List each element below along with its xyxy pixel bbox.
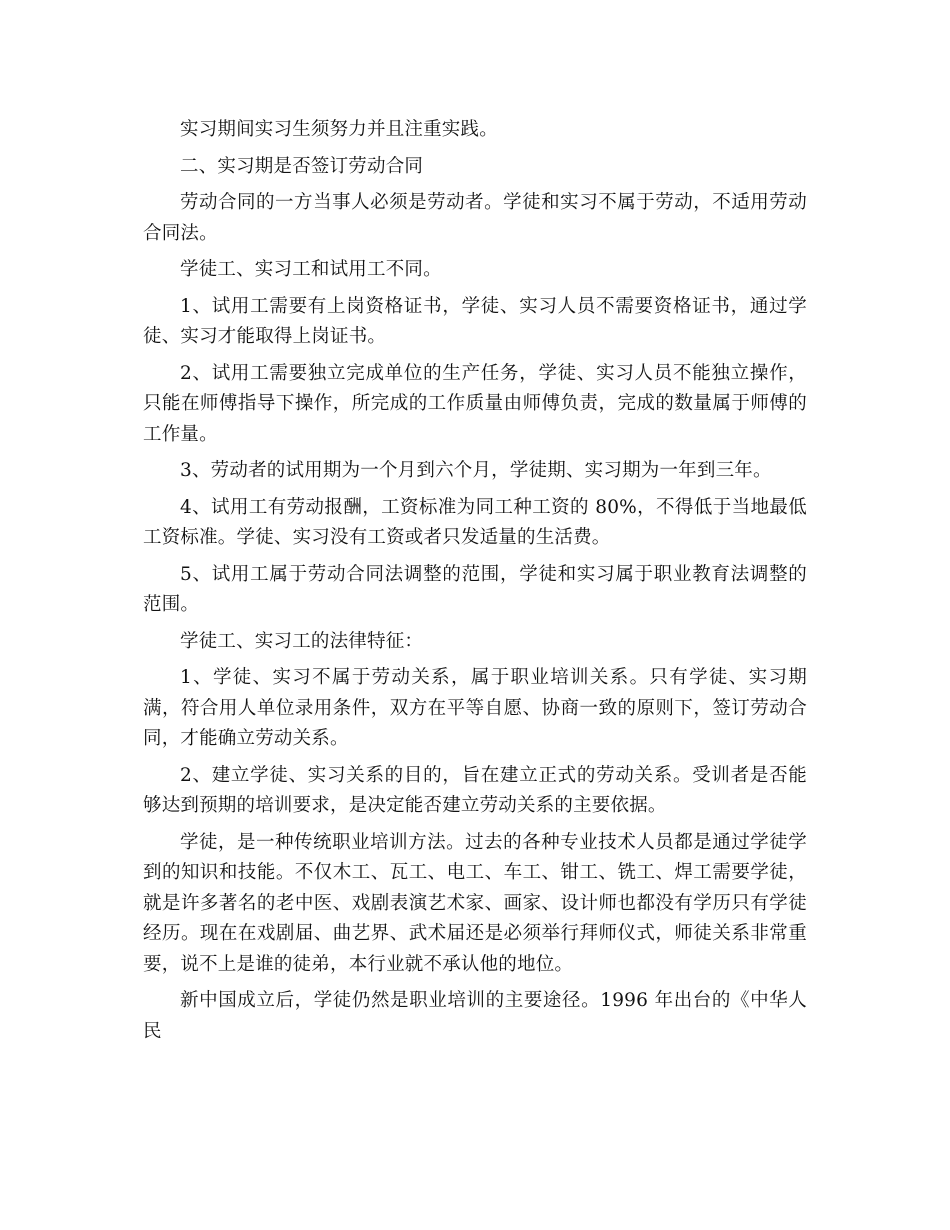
list-item-2-independent-work: 2、试用工需要独立完成单位的生产任务，学徒、实习人员不能独立操作，只能在师傅指导下操作，所完成的工作质量由师傅负责，完成的数量属于师傅的工作量。 bbox=[143, 362, 807, 445]
paragraph-legal-features: 学徒工、实习工的法律特征： bbox=[180, 630, 424, 652]
paragraph-internship-effort: 实习期间实习生须努力并且注重实践。 bbox=[180, 119, 498, 140]
paragraph-worker-types: 学徒工、实习工和试用工不同。 bbox=[180, 259, 442, 280]
list-item-3-trial-period: 3、劳动者的试用期为一个月到六个月，学徒期、实习期为一年到三年。 bbox=[180, 460, 772, 481]
paragraph-apprenticeship-history: 学徒，是一种传统职业培训方法。过去的各种专业技术人员都是通过学徒学到的知识和技能。不仅木工、瓦工、电工、车工、钳工、铣工、焊工需要学徒，就是许多著名的老中医、戏剧表演艺术家、画家、设计师也都没有学历只有学徒经历。现在在戏剧届、曲艺界、武术届还是必须举行拜师仪式，师徒关系非常重要，说不上是谁的徒弟，本行业就不承认他的地位。 bbox=[143, 831, 807, 975]
list-item-1-certificate: 1、试用工需要有上岗资格证书，学徒、实习人员不需要资格证书，通过学徒、实习才能取得上岗证书。 bbox=[143, 295, 807, 347]
list-item-4-wages: 4、试用工有劳动报酬，工资标准为同工种工资的 80%，不得低于当地最低工资标准。学徒、实习没有工资或者只发适量的生活费。 bbox=[143, 496, 807, 548]
document-body bbox=[143, 115, 807, 1053]
feature-item-2-purpose: 2、建立学徒、实习关系的目的，旨在建立正式的劳动关系。受训者是否能够达到预期的培训要求，是决定能否建立劳动关系的主要依据。 bbox=[143, 764, 807, 816]
paragraph-new-china: 新中国成立后，学徒仍然是职业培训的主要途径。1996 年出台的《中华人民 bbox=[143, 990, 807, 1042]
paragraph-contract-party: 劳动合同的一方当事人必须是劳动者。学徒和实习不属于劳动，不适用劳动合同法。 bbox=[143, 192, 807, 244]
feature-item-1-training-relation: 1、学徒、实习不属于劳动关系，属于职业培训关系。只有学徒、实习期满，符合用人单位录用条件，双方在平等自愿、协商一致的原则下，签订劳动合同，才能确立劳动关系。 bbox=[143, 667, 807, 749]
list-item-5-legal-scope: 5、试用工属于劳动合同法调整的范围，学徒和实习属于职业教育法调整的范围。 bbox=[143, 563, 807, 615]
section-heading-contract: 二、实习期是否签订劳动合同 bbox=[180, 155, 424, 177]
